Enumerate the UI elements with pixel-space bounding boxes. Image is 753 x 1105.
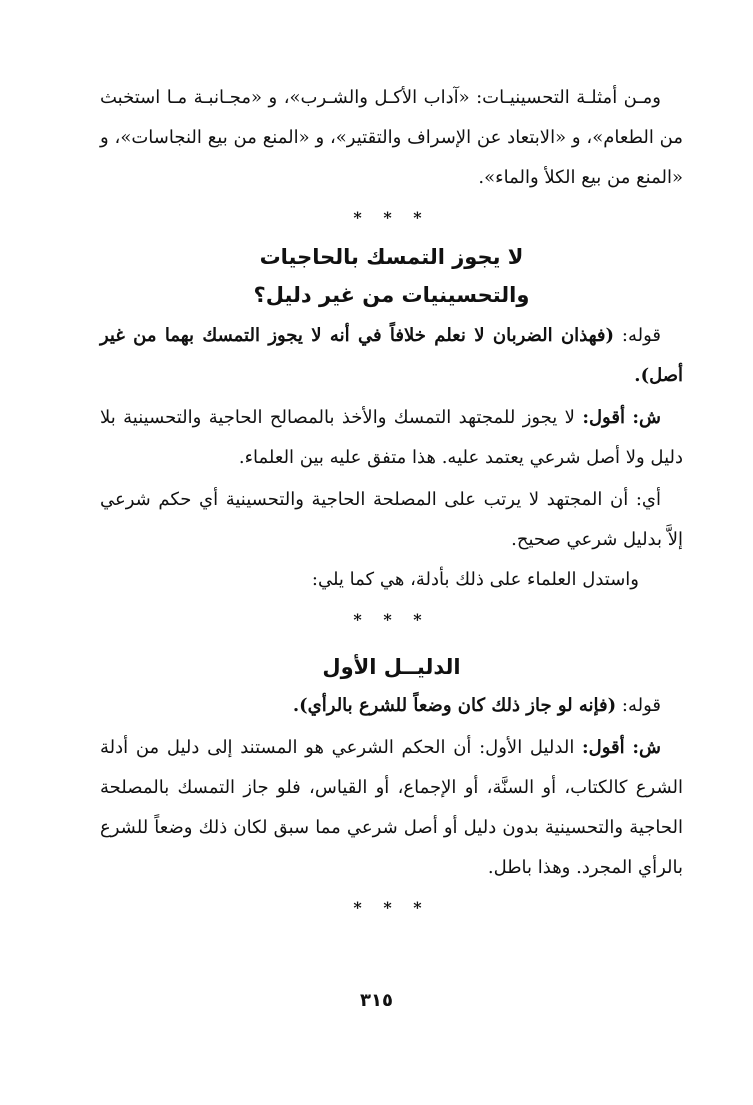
- page-number: ٣١٥: [360, 990, 393, 1011]
- section-separator: * * *: [353, 610, 430, 629]
- page-body: [100, 78, 683, 928]
- quote-text: (فإنه لو جاز ذلك كان وضعاً للشرع بالرأي).: [292, 695, 617, 716]
- quote-paragraph: [100, 316, 683, 396]
- quote-label: قوله:: [621, 695, 661, 716]
- section-heading-line-1: لا يجوز التمسك بالحاجيات: [259, 245, 524, 269]
- commentary-paragraph: [100, 398, 683, 478]
- commentary-text: الدليل الأول: أن الحكم الشرعي هو المستند إلى دليل من أدلة الشرع كالكتاب، أو السنَّة، أو الإجماع، أو القياس، فلو جاز التمسك بالمصلحة الحاجية والتحسينية بدون دليل أو أصل شرعي مما سبق لكان ذلك وضعاً للشرع بالرأي المجرد. وهذا باطل.: [100, 737, 683, 878]
- quote-label: قوله:: [621, 325, 661, 346]
- commentary-label: ش:: [632, 737, 661, 758]
- evidence-intro: واستدل العلماء على ذلك بأدلة، هي كما يلي:: [311, 569, 639, 590]
- section-separator: * * *: [353, 208, 430, 227]
- commentary-lead: أقول:: [582, 737, 625, 758]
- section-separator: * * *: [353, 898, 430, 917]
- commentary-paragraph-2: [100, 728, 683, 888]
- section-heading-line-2: والتحسينيات من غير دليل؟: [253, 283, 530, 307]
- first-evidence-heading: الدليــل الأول: [322, 655, 461, 679]
- quote-text: (فهذان الضربان لا نعلم خلافاً في أنه لا يجوز التمسك بهما من غير أصل).: [100, 325, 683, 386]
- quote-paragraph-2: [100, 686, 683, 726]
- commentary-lead: أقول:: [582, 407, 625, 428]
- explanation-paragraph: أي: أن المجتهد لا يرتب على المصلحة الحاجية والتحسينية أي حكم شرعي إلاَّ بدليل شرعي صحيح.: [100, 489, 683, 550]
- intro-paragraph: ومـن أمثلـة التحسينيـات: «آداب الأكـل والشـرب»، و «مجـانبـة مـا استخبث من الطعام»، و «الابتعاد عن الإسراف والتقتير»، و «المنع من بيع النجاسات»، و «المنع من بيع الكلأ والماء».: [100, 87, 683, 188]
- commentary-text: لا يجوز للمجتهد التمسك والأخذ بالمصالح الحاجية والتحسينية بلا دليل ولا أصل شرعي يعتمد عليه. هذا متفق عليه بين العلماء.: [100, 407, 683, 468]
- commentary-label: ش:: [632, 407, 661, 428]
